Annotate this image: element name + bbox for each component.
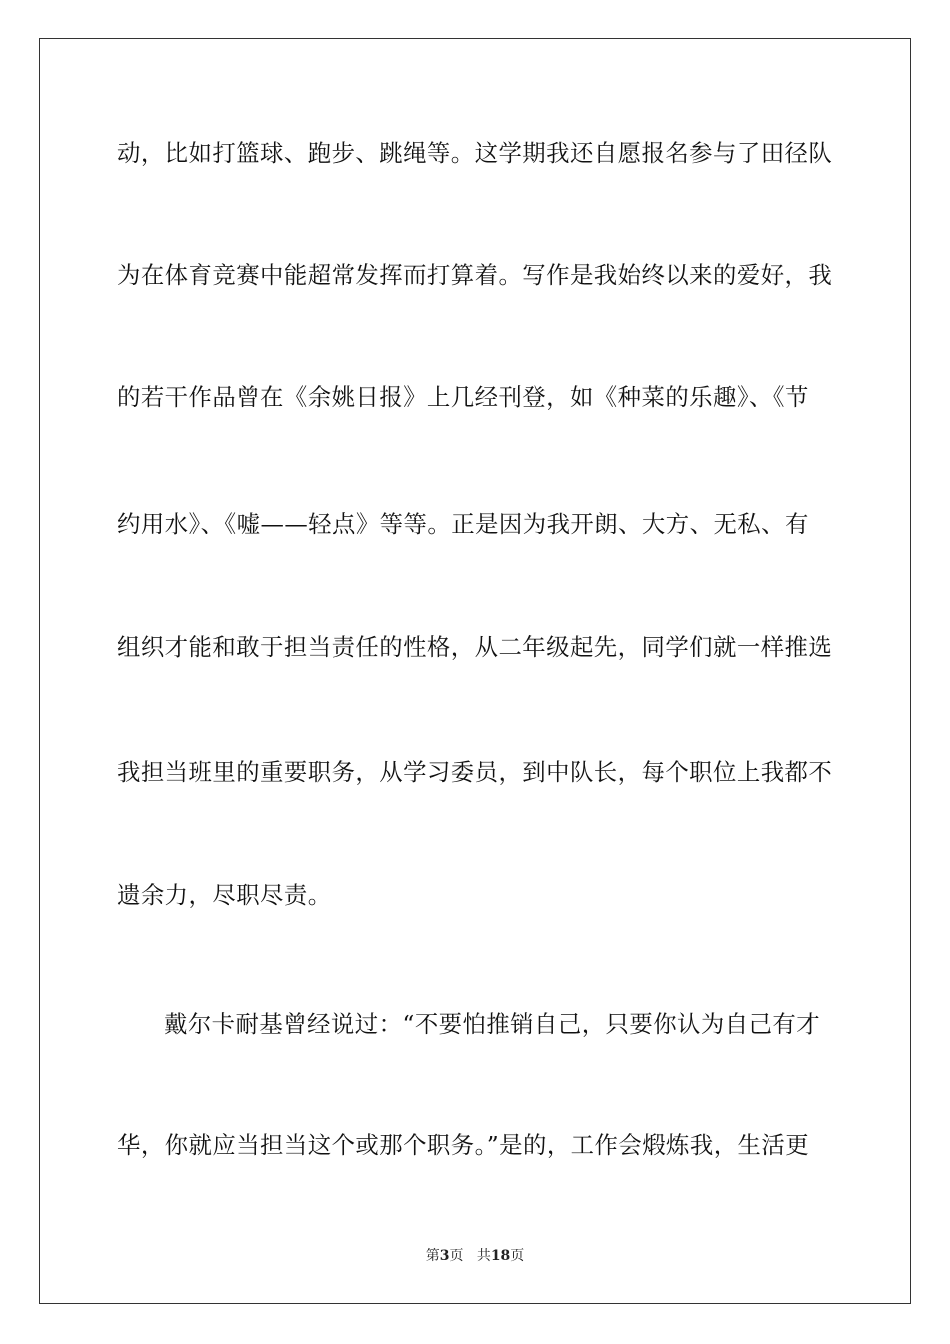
footer-page-suffix: 页	[449, 1248, 464, 1264]
footer-page-prefix: 第	[425, 1248, 440, 1264]
paragraph-2-line-2: 华，你就应当担当这个或那个职务。”是的，工作会煅炼我，生活更	[117, 1131, 810, 1159]
paragraph-line-4: 约用水》、《嘘——轻点》等等。正是因为我开朗、大方、无私、有	[117, 510, 809, 538]
footer-total-pages: 18	[490, 1248, 511, 1264]
paragraph-line-2: 为在体育竞赛中能超常发挥而打算着。写作是我始终以来的爱好，我	[117, 261, 833, 289]
footer-total-prefix: 共	[476, 1248, 491, 1264]
footer-page-number: 3	[439, 1248, 450, 1264]
paragraph-line-3: 的若干作品曾在《余姚日报》上几经刊登，如《种菜的乐趣》、《节	[117, 383, 809, 411]
paragraph-line-1: 动，比如打篮球、跑步、跳绳等。这学期我还自愿报名参与了田径队	[117, 139, 833, 167]
paragraph-line-7: 遗余力，尽职尽责。	[117, 881, 332, 909]
paragraph-line-5: 组织才能和敢于担当责任的性格，从二年级起先，同学们就一样推选	[117, 633, 833, 661]
page-border	[39, 38, 911, 1304]
paragraph-line-6: 我担当班里的重要职务，从学习委员，到中队长，每个职位上我都不	[117, 758, 833, 786]
page-footer	[0, 1246, 950, 1266]
footer-total-suffix: 页	[510, 1248, 525, 1264]
paragraph-2-line-1: 戴尔卡耐基曾经说过：“不要怕推销自己，只要你认为自己有才	[164, 1010, 821, 1038]
